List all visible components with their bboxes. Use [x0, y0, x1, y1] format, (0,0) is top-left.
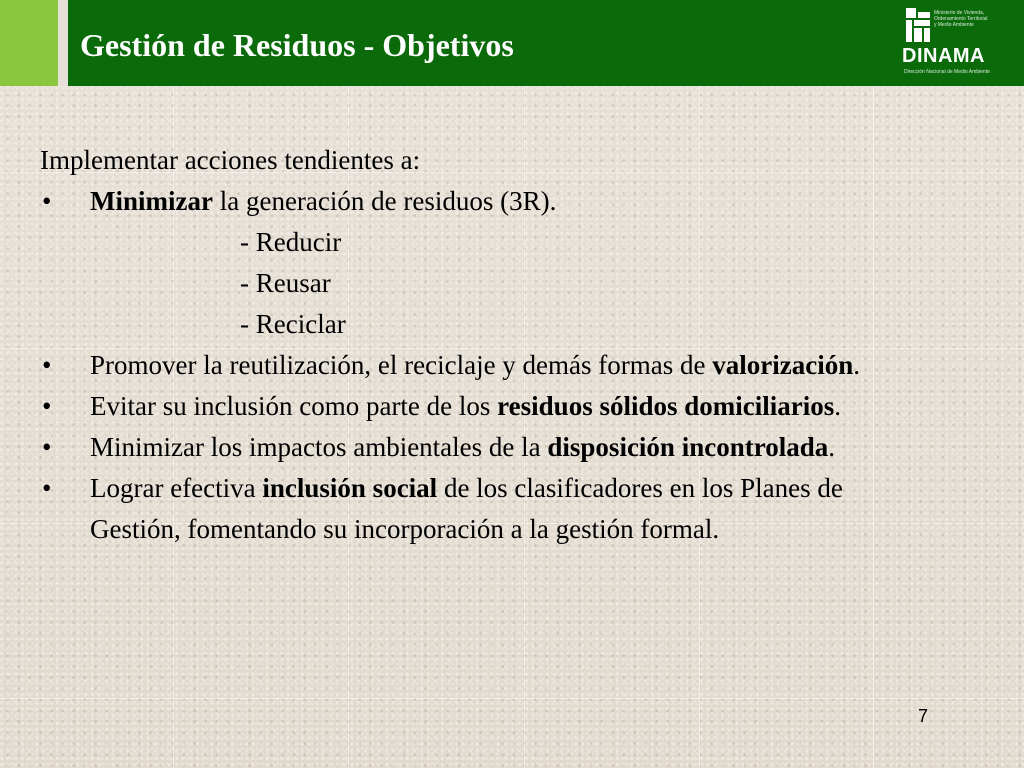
bullet-item [40, 181, 940, 345]
house-mark-icon [906, 8, 930, 42]
sub-item: - Reusar [240, 268, 331, 298]
bullet-icon: • [42, 432, 52, 462]
logo-ministry-line: Ordenamiento Territorial [934, 16, 988, 22]
bullet-text: Minimizar los impactos ambientales de la [90, 432, 548, 462]
page-number: 7 [918, 706, 929, 726]
background-grid-line [0, 698, 1024, 699]
bullet-bold-text: Minimizar [90, 186, 213, 216]
bullet-icon: • [42, 350, 52, 380]
bullet-item [40, 345, 940, 386]
bullet-bold-text: residuos sólidos domiciliarios [497, 391, 835, 421]
bullet-text: Promover la reutilización, el reciclaje y demás formas de [90, 350, 713, 380]
bullet-item [40, 427, 940, 468]
bullet-text: Evitar su inclusión como parte de los [90, 391, 498, 421]
bullet-item [40, 386, 940, 427]
accent-gap [58, 0, 68, 86]
bullet-text: . [853, 350, 860, 380]
intro-text: Implementar acciones tendientes a: [40, 145, 421, 175]
logo-ministry-text [934, 10, 1004, 28]
bullet-bold-text: inclusión social [262, 473, 438, 503]
bullet-icon: • [42, 186, 52, 216]
logo-subtitle: Dirección Nacional de Medio Ambiente [904, 69, 990, 75]
logo-ministry-line: y Medio Ambiente [934, 22, 974, 28]
sub-item: - Reciclar [240, 309, 346, 339]
bullet-text: de los clasificadores en los Planes de Gestión, fomentando su incorporación a la gestión formal. [90, 473, 843, 544]
bullet-text: . [828, 432, 835, 462]
bullet-icon: • [42, 391, 52, 421]
bullet-text: Lograr efectiva [90, 473, 263, 503]
bullet-item [40, 468, 940, 550]
logo-ministry-line: Ministerio de Vivienda, [934, 10, 985, 16]
sub-item: - Reducir [240, 227, 342, 257]
bullet-icon: • [42, 473, 52, 503]
left-accent-block [0, 0, 58, 86]
bullet-bold-text: disposición incontrolada [547, 432, 829, 462]
bullet-list [40, 181, 940, 550]
bullet-text: . [834, 391, 841, 421]
bullet-bold-text: valorización [712, 350, 854, 380]
dinama-logo [896, 6, 1006, 80]
logo-name: DINAMA [902, 45, 985, 67]
slide-content [40, 140, 940, 550]
bullet-text: la generación de residuos (3R). [212, 186, 557, 216]
slide-title: Gestión de Residuos - Objetivos [80, 27, 514, 63]
